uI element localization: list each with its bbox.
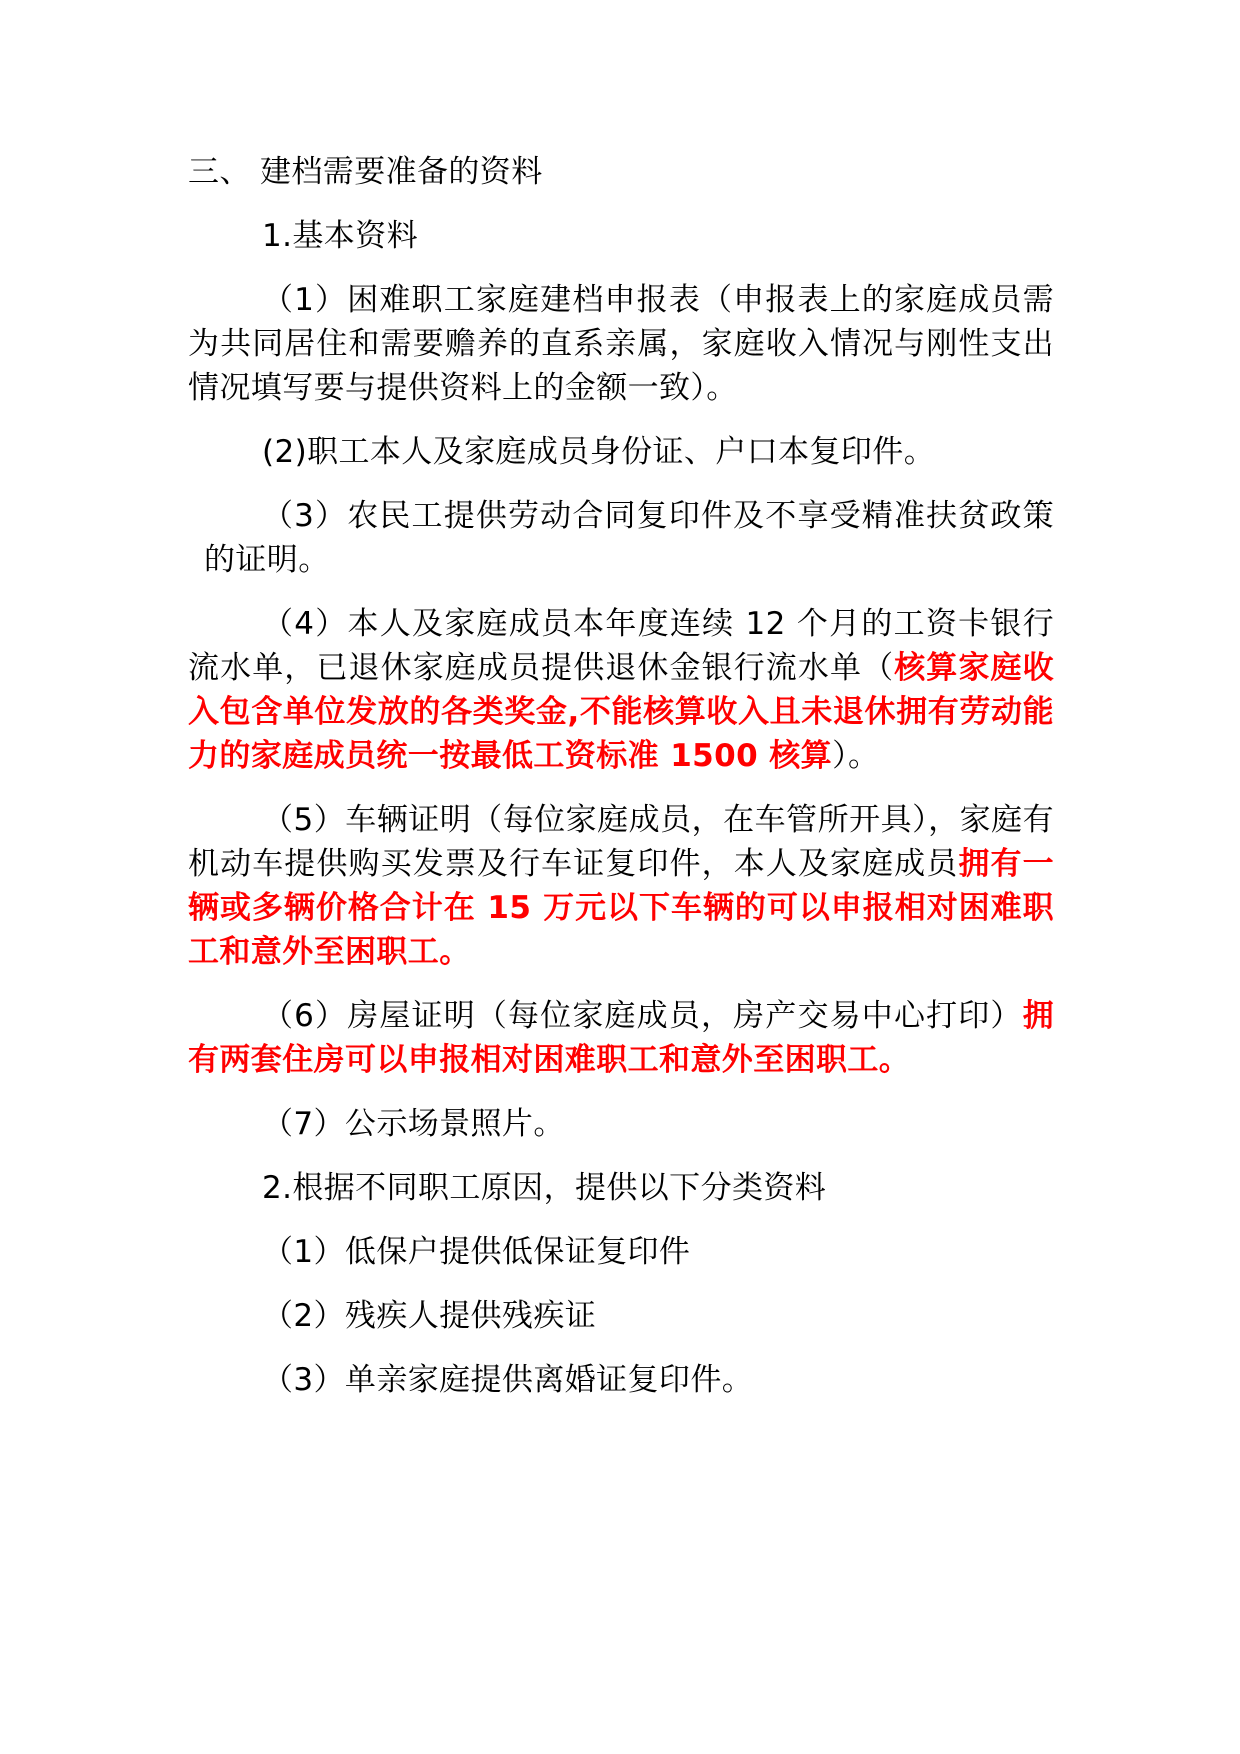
basic-item-6-highlight: 拥有两套住房可以申报相对困难职工和意外至困职工。 <box>188 998 1054 1078</box>
basic-item-5-text: （5）车辆证明（每位家庭成员，在车管所开具），家庭有机动车提供购买发票及行车证复印件，本人及家庭成员 <box>188 802 1054 882</box>
basic-item-1: （1）困难职工家庭建档申报表（申报表上的家庭成员需为共同居住和需要赡养的直系亲属，家庭收入情况与刚性支出情况填写要与提供资料上的金额一致）。 <box>188 282 1054 406</box>
section-heading <box>188 150 1054 194</box>
category-item-2: （2）残疾人提供残疾证 <box>262 1298 597 1334</box>
basic-materials-title: 1.基本资料 <box>262 218 418 254</box>
document-body <box>188 150 1054 1422</box>
basic-item-4 <box>188 602 1054 778</box>
basic-item-5 <box>188 798 1054 974</box>
category-materials-title: 2.根据不同职工原因，提供以下分类资料 <box>262 1170 827 1206</box>
basic-item-5-highlight: 拥有一辆或多辆价格合计在 15 万元以下车辆的可以申报相对困难职工和意外至困职工。 <box>188 846 1054 970</box>
section-title: 建档需要准备的资料 <box>260 154 543 190</box>
basic-item-4-text: （4）本人及家庭成员本年度连续 12 个月的工资卡银行流水单，已退休家庭成员提供退休金银行流水单（ <box>188 606 1054 686</box>
basic-item-7: （7）公示场景照片。 <box>262 1106 565 1142</box>
basic-item-4-end: ）。 <box>832 738 880 774</box>
basic-item-4-highlight: 核算家庭收入包含单位发放的各类奖金,不能核算收入且未退休拥有劳动能力的家庭成员统一按最低工资标准 1500 核算 <box>188 650 1054 774</box>
basic-item-6 <box>188 994 1054 1082</box>
category-item-3: （3）单亲家庭提供离婚证复印件。 <box>262 1362 754 1398</box>
basic-item-3: （3）农民工提供劳动合同复印件及不享受精准扶贫政策的证明。 <box>204 498 1054 578</box>
basic-item-2: (2)职工本人及家庭成员身份证、户口本复印件。 <box>262 434 936 470</box>
category-item-1: （1）低保户提供低保证复印件 <box>262 1234 691 1270</box>
basic-item-6-text: （6）房屋证明（每位家庭成员，房产交易中心打印） <box>262 998 1023 1034</box>
section-number: 三、 <box>188 154 251 190</box>
